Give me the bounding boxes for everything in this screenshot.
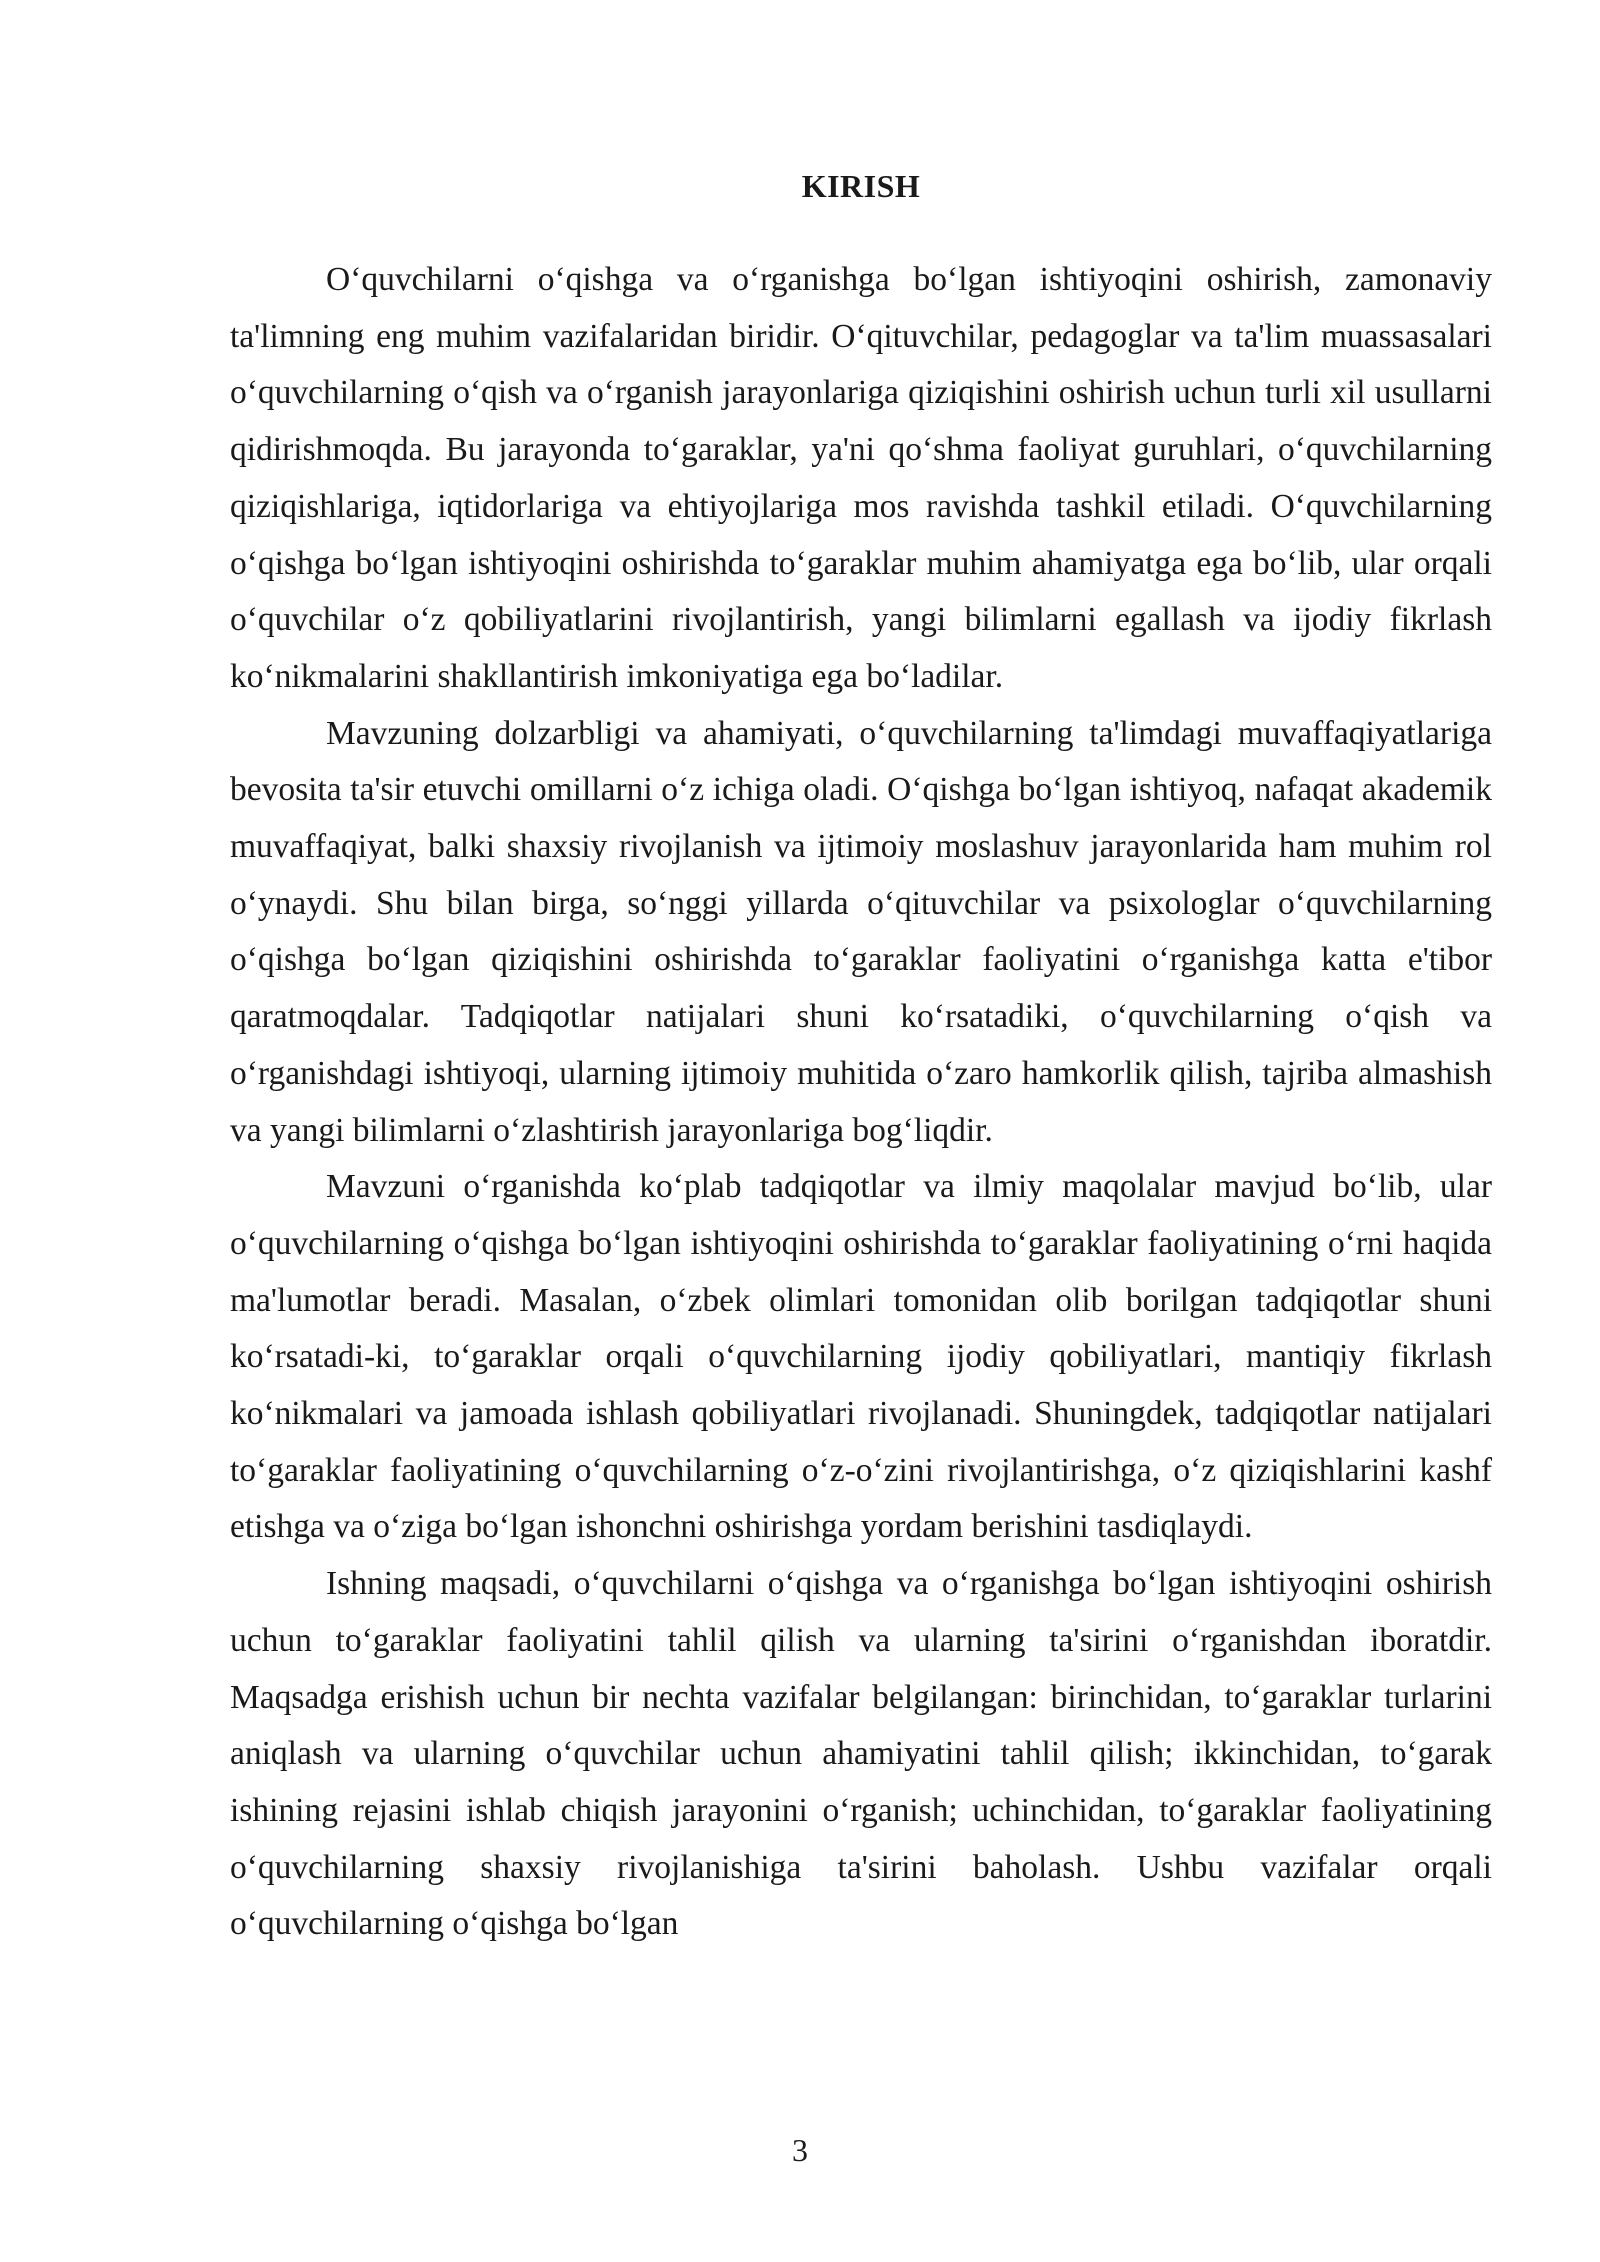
paragraph-2: Mavzuning dolzarbligi va ahamiyati, o‘quvchilarning ta'limdagi muvaffaqiyatlariga bevosita ta'sir etuvchi omillarni o‘z ichiga oladi. O‘qishga bo‘lgan ishtiyoq, nafaqat akademik muvaffaqiyat, balki shaxsiy rivojlanish va ijtimoiy moslashuv jarayonlarida ham muhim rol o‘ynaydi. Shu bilan birga, so‘nggi yillarda o‘qituvchilar va psixologlar o‘quvchilarning o‘qishga bo‘lgan qiziqishini oshirishda to‘garaklar faoliyatini o‘rganishga katta e'tibor qaratmoqdalar. Tadqiqotlar natijalari shuni ko‘rsatadiki, o‘quvchilarning o‘qish va o‘rganishdagi ishtiyoqi, ularning ijtimoiy muhitida o‘zaro hamkorlik qilish, tajriba almashish va yangi bilimlarni o‘zlashtirish jarayonlariga bog‘liqdir.	[230, 714, 1492, 1149]
document-body	[230, 162, 1492, 1953]
paragraph-3: Mavzuni o‘rganishda ko‘plab tadqiqotlar va ilmiy maqolalar mavjud bo‘lib, ular o‘quvchilarning o‘qishga bo‘lgan ishtiyoqini oshirishda to‘garaklar faoliyatining o‘rni haqida ma'lumotlar beradi. Masalan, o‘zbek olimlari tomonidan olib borilgan tadqiqotlar shuni ko‘rsatadi-ki, to‘garaklar orqali o‘quvchilarning ijodiy qobiliyatlari, mantiqiy fikrlash ko‘nikmalari va jamoada ishlash qobiliyatlari rivojlanadi. Shuningdek, tadqiqotlar natijalari to‘garaklar faoliyatining o‘quvchilarning o‘z-o‘zini rivojlantirishga, o‘z qiziqishlarini kashf etishga va o‘ziga bo‘lgan ishonchni oshirishga yordam berishini tasdiqlaydi.	[230, 1168, 1492, 1546]
paragraph-1: O‘quvchilarni o‘qishga va o‘rganishga bo‘lgan ishtiyoqini oshirish, zamonaviy ta'limning eng muhim vazifalaridan biridir. O‘qituvchilar, pedagoglar va ta'lim muassasalari o‘quvchilarning o‘qish va o‘rganish jarayonlariga qiziqishini oshirish uchun turli xil usullarni qidirishmoqda. Bu jarayonda to‘garaklar, ya'ni qo‘shma faoliyat guruhlari, o‘quvchilarning qiziqishlariga, iqtidorlariga va ehtiyojlariga mos ravishda tashkil etiladi. O‘quvchilarning o‘qishga bo‘lgan ishtiyoqini oshirishda to‘garaklar muhim ahamiyatga ega bo‘lib, ular orqali o‘quvchilar o‘z qobiliyatlarini rivojlantirish, yangi bilimlarni egallash va ijodiy fikrlash ko‘nikmalarini shakllantirish imkoniyatiga ega bo‘ladilar.	[230, 261, 1492, 695]
paragraph-4: Ishning maqsadi, o‘quvchilarni o‘qishga va o‘rganishga bo‘lgan ishtiyoqini oshirish uchun to‘garaklar faoliyatini tahlil qilish va ularning ta'sirini o‘rganishdan iboratdir. Maqsadga erishish uchun bir nechta vazifalar belgilangan: birinchidan, to‘garaklar turlarini aniqlash va ularning o‘quvchilar uchun ahamiyatini tahlil qilish; ikkinchidan, to‘garak ishining rejasini ishlab chiqish jarayonini o‘rganish; uchinchidan, to‘garaklar faoliyatining o‘quvchilarning shaxsiy rivojlanishiga ta'sirini baholash. Ushbu vazifalar orqali o‘quvchilarning o‘qishga bo‘lgan	[230, 1565, 1492, 1943]
section-title: KIRISH	[801, 168, 921, 204]
page-number: 3	[792, 2132, 808, 2168]
